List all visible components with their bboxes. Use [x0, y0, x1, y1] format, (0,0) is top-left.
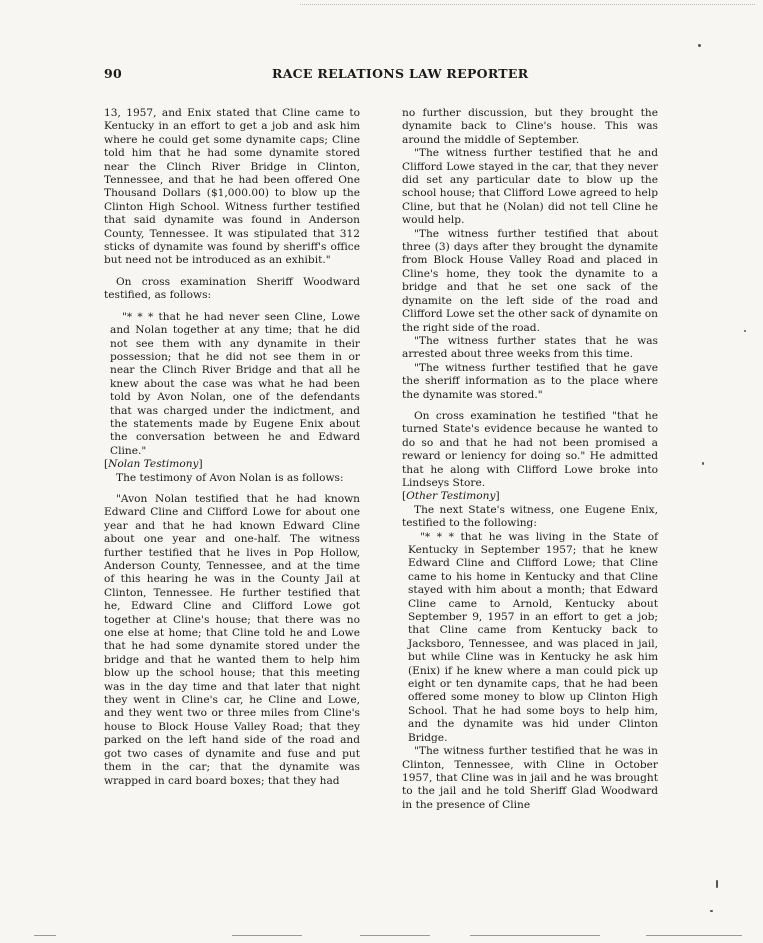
- paragraph: On cross examination he testified "that he turned State's evidence because he wanted to do so and that he had not been promised a reward or leniency for doing so." He admitted that he along with Clifford Lowe broke into Lindseys Store.: [402, 409, 658, 489]
- journal-title: RACE RELATIONS LAW REPORTER: [272, 66, 529, 81]
- paragraph: no further discussion, but they brought the dynamite back to Cline's house. This was around the middle of September.: [402, 107, 658, 146]
- paragraph: The testimony of Avon Nolan is as follows:: [116, 471, 344, 484]
- left-column: [104, 107, 360, 788]
- scan-speck: [744, 330, 746, 332]
- quoted-paragraph: "* * * that he was living in the State of Kentucky in September 1957; that he knew Edward Cline and Clifford Lowe; that Cline came to his home in Kentucky and that Cline stayed with him about a month; that Edward Cline came to Arnold, Kentucky about September 9, 1957 in an effort to get a job; that Cline came from Kentucky back to Jacksboro, Tennessee, and was placed in jail, but while Cline was in Kentucky he ask him (Enix) if he knew where a man could pick up eight or ten dynamite caps, that he had been offered some money to blow up Clinton High School. That he had some boys to help him, and the dynamite was hid under Clinton Bridge.: [408, 530, 658, 744]
- scan-edge-line: [646, 935, 742, 936]
- top-edge-dots: [300, 4, 755, 5]
- scan-speck: [702, 462, 704, 465]
- quoted-paragraph: "The witness further states that he was arrested about three weeks from this time.: [402, 334, 658, 361]
- quoted-paragraph: "Avon Nolan testified that he had known Edward Cline and Clifford Lowe for about one year and that he had known Edward Cline about one year and one-half. The witness further testified that he lives in Pop Hollow, Anderson County, Tennessee, and at the time of this hearing he was in the County Jail at Clinton, Tennessee. He further testified that he, Edward Cline and Clifford Lowe got together at Cline's house; that there was no one else at home; that Cline told he and Lowe that he had some dynamite stored under the bridge and that he wanted them to help him blow up the school house; that this meeting was in the day time and that later that night they went in Cline's car, he Cline and Lowe, and they went two or three miles from Cline's house to Block House Valley Road; that they parked on the left hand side of the road and got two cases of dynamite and fuse and put them in the car; that the dynamite was wrapped in card board boxes; that they had: [104, 492, 360, 787]
- scan-edge-line: [232, 935, 302, 936]
- quoted-paragraph: "The witness further testified that he was in Clinton, Tennessee, with Cline in October 1957, that Cline was in jail and he was brought to the jail and he told Sheriff Glad Woodward in the presence of Cline: [402, 745, 658, 811]
- scan-speck: [710, 910, 713, 912]
- section-heading: [Nolan Testimony]: [104, 458, 203, 471]
- scan-speck: [698, 44, 701, 47]
- scan-edge-line: [360, 935, 430, 936]
- scan-speck: [716, 880, 718, 888]
- quoted-paragraph: "The witness further testified that he gave the sheriff information as to the place where the dynamite was stored.": [402, 361, 658, 401]
- paragraph: On cross examination Sheriff Woodward testified, as follows:: [104, 275, 360, 302]
- page-number: 90: [104, 66, 122, 81]
- scan-edge-line: [470, 935, 600, 936]
- paragraph: 13, 1957, and Enix stated that Cline came to Kentucky in an effort to get a job and ask him where he could get some dynamite caps; Cline told him that he had some dynamite stored near the Clinch River Bridge in Clinton, Tennessee, and that he had been offered One Thousand Dollars ($1,000.00) to blow up the Clinton High School. Witness further testified that said dynamite was found in Anderson County, Tennessee. It was stipulated that 312 sticks of dynamite was found by sheriff's office but need not be introduced as an exhibit.": [104, 107, 360, 267]
- running-header: [104, 66, 678, 82]
- quoted-paragraph: "* * * that he had never seen Cline, Lowe and Nolan together at any time; that he did not see them with any dynamite in their possession; that he did not see them in or near the Clinch River Bridge and that all he knew about the case was what he had been told by Avon Nolan, one of the defendants that was charged under the indictment, and the statements made by Eugene Enix about the conversation between he and Edward Cline.": [110, 310, 360, 457]
- right-column: [402, 107, 658, 812]
- quoted-paragraph: "The witness further testified that he and Clifford Lowe stayed in the car, that they never did set any particular date to blow up the school house; that Clifford Lowe agreed to help Cline, but that he (Nolan) did not tell Cline he would help.: [402, 147, 658, 227]
- scan-edge-line: [34, 935, 56, 936]
- quoted-paragraph: "The witness further testified that about three (3) days after they brought the dynamite from Block House Valley Road and placed in Cline's home, they took the dynamite to a bridge and that he set one sack of the dynamite on the left side of the road and Clifford Lowe set the other sack of dynamite on the right side of the road.: [402, 227, 658, 334]
- paragraph: The next State's witness, one Eugene Enix, testified to the following:: [402, 503, 658, 530]
- section-heading: [Other Testimony]: [402, 490, 500, 503]
